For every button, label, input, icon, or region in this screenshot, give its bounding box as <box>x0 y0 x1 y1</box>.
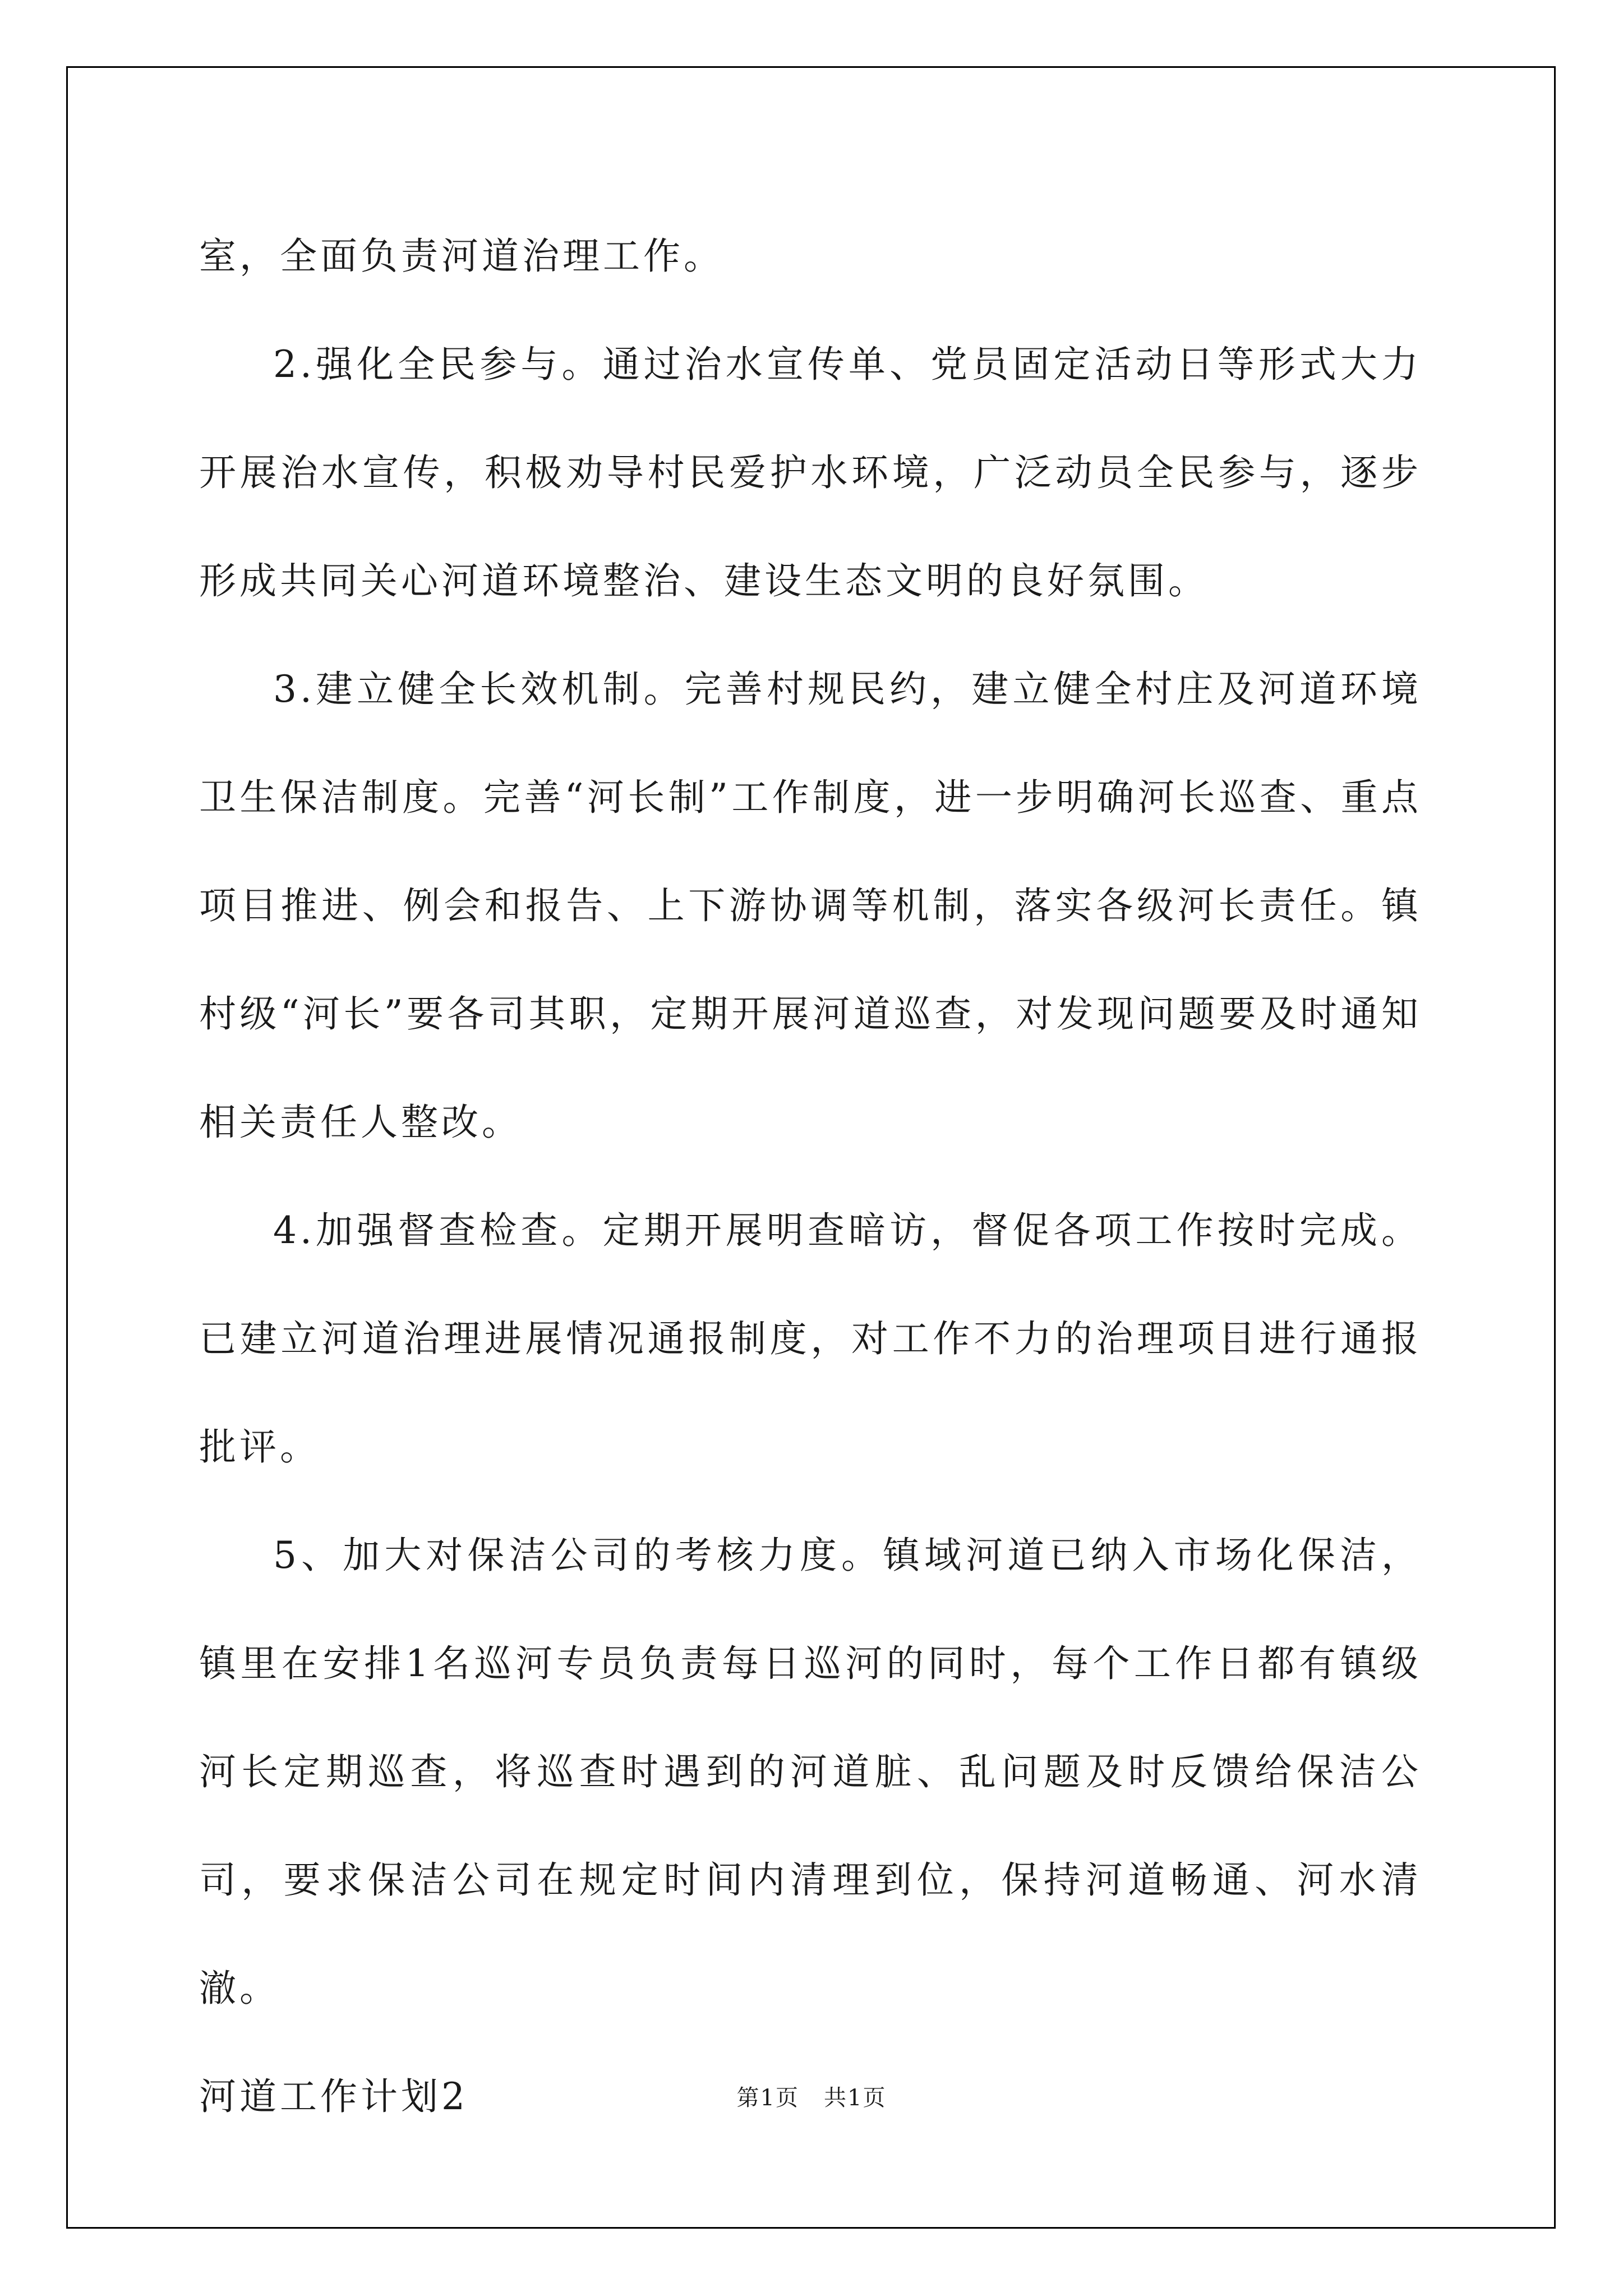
paragraph-item-4: 4.加强督查检查。定期开展明查暗访，督促各项工作按时完成。已建立河道治理进展情况通报制度，对工作不力的治理项目进行通报批评。 <box>199 1209 1422 1469</box>
document-body <box>199 202 1422 2151</box>
page-number: 第1页 <box>736 2085 799 2111</box>
paragraph-item-2: 2.强化全民参与。通过治水宣传单、党员固定活动日等形式大力开展治水宣传，积极劝导村民爱护水环境，广泛动员全民参与，逐步形成共同关心河道环境整治、建设生态文明的良好氛围。 <box>199 343 1422 602</box>
page-footer <box>0 2080 1623 2112</box>
page-total: 共1页 <box>824 2085 887 2111</box>
section-heading: 河道工作计划2 <box>199 2075 468 2118</box>
paragraph-item-5: 5、加大对保洁公司的考核力度。镇域河道已纳入市场化保洁，镇里在安排1名巡河专员负责每日巡河的同时，每个工作日都有镇级河长定期巡查，将巡查时遇到的河道脏、乱问题及时反馈给保洁公司，要求保洁公司在规定时间内清理到位，保持河道畅通、河水清澈。 <box>199 1534 1422 2010</box>
paragraph-continuation: 室，全面负责河道治理工作。 <box>199 234 724 278</box>
paragraph-item-3: 3.建立健全长效机制。完善村规民约，建立健全村庄及河道环境卫生保洁制度。完善“河长制”工作制度，进一步明确河长巡查、重点项目推进、例会和报告、上下游协调等机制，落实各级河长责任。镇村级“河长”要各司其职，定期开展河道巡查，对发现问题要及时通知相关责任人整改。 <box>199 668 1422 1144</box>
